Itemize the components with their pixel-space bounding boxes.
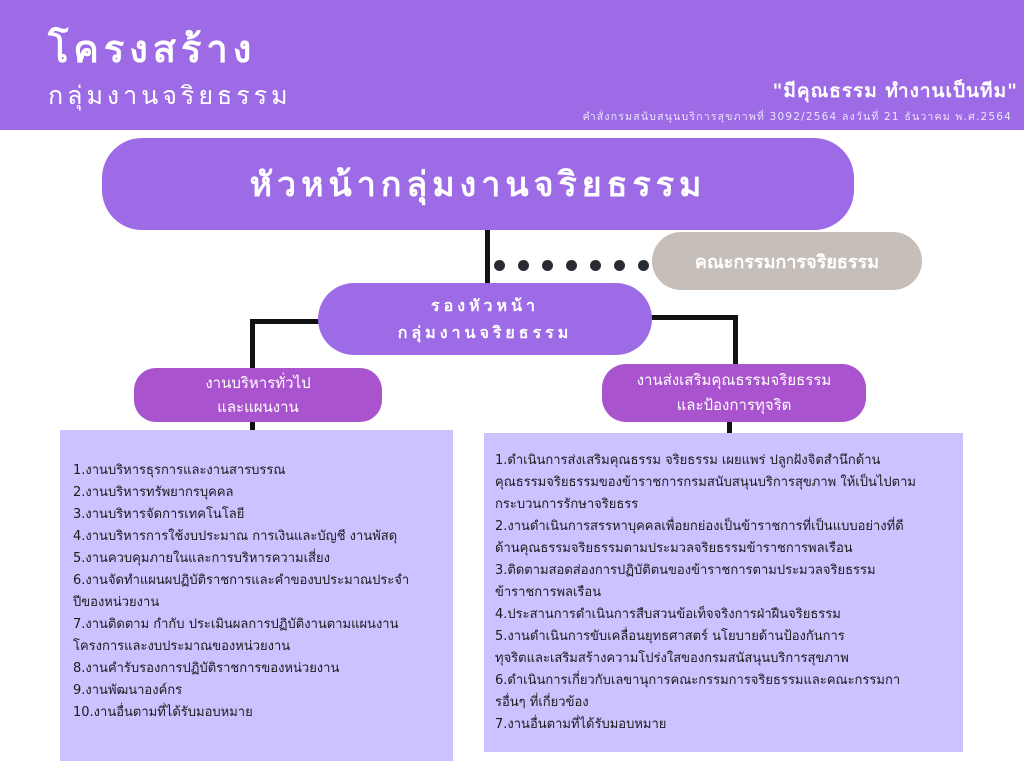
- connector-right-horizontal: [650, 315, 738, 320]
- ethics-promotion-line2: และป้องการทุจริต: [676, 396, 792, 414]
- order-reference: คำสั่งกรมสนับสนุนบริการสุขภาพที่ 3092/2564 ลงวันที่ 21 ธันวาคม พ.ศ.2564: [582, 111, 1012, 123]
- ethics-committee-box: [652, 232, 922, 290]
- task-item: 5.งานดำเนินการขับเคลื่อนยุทธศาสตร์ นโยบายด้านป้องกันการ: [495, 629, 845, 644]
- deputy-head-box: [318, 283, 652, 355]
- task-item: 1.ดำเนินการส่งเสริมคุณธรรม จริยธรรม เผยแพร่ ปลูกฝังจิตสำนึกด้าน: [495, 453, 881, 468]
- task-item: 10.งานอื่นตามที่ได้รับมอบหมาย: [73, 705, 253, 720]
- connector-left-horizontal: [250, 319, 320, 324]
- general-admin-task-list: [60, 430, 453, 761]
- dotted-link-dot: [566, 260, 577, 271]
- general-admin-line2: และแผนงาน: [217, 398, 299, 416]
- ethics-promotion-line1: งานส่งเสริมคุณธรรมจริยธรรม: [636, 371, 832, 389]
- head-of-group-label: หัวหน้ากลุ่มงานจริยธรรม: [249, 165, 707, 205]
- page-title: โครงสร้าง: [48, 27, 257, 71]
- task-item: 3.ติดตามสอดส่องการปฏิบัติตนของข้าราชการตามประมวลจริยธรรม: [495, 563, 876, 578]
- dotted-link-dot: [590, 260, 601, 271]
- dotted-link-dot: [494, 260, 505, 271]
- dotted-link-dot: [638, 260, 649, 271]
- general-admin-box: [134, 368, 382, 422]
- connector-right-vertical: [733, 315, 738, 367]
- task-item: 9.งานพัฒนาองค์กร: [73, 683, 183, 698]
- task-item: รอื่นๆ ที่เกี่ยวข้อง: [495, 695, 589, 710]
- task-item: ปีของหน่วยงาน: [73, 595, 160, 610]
- task-item: กระบวนการรักษาจริยธรร: [495, 497, 639, 512]
- header-banner: [0, 0, 1024, 130]
- connector-left-vertical: [250, 319, 255, 371]
- task-item: ข้าราชการพลเรือน: [495, 585, 602, 600]
- ethics-committee-label: คณะกรรมการจริยธรรม: [694, 251, 880, 273]
- deputy-head-line1: รองหัวหน้า: [430, 296, 539, 315]
- task-item: 7.งานอื่นตามที่ได้รับมอบหมาย: [495, 717, 667, 732]
- connector-head-to-deputy: [485, 228, 490, 285]
- task-item: ด้านคุณธรรมจริยธรรมตามประมวลจริยธรรมข้าราชการพลเรือน: [495, 541, 853, 556]
- task-item: 5.งานควบคุมภายในและการบริหารความเสี่ยง: [73, 551, 330, 566]
- motto: "มีคุณธรรม ทำงานเป็นทีม": [772, 80, 1018, 102]
- task-item: โครงการและงบประมาณของหน่วยงาน: [73, 639, 291, 654]
- task-item: 6.งานจัดทำแผนผปฏิบัติราชการและคำของบประมาณประจำ: [73, 573, 410, 588]
- task-item: 6.ดำเนินการเกี่ยวกับเลขานุการคณะกรรมการจริยธรรมและคณะกรรมกา: [495, 673, 901, 688]
- deputy-head-line2: กลุ่มงานจริยธรรม: [397, 323, 573, 342]
- task-item: 3.งานบริหารจัดการเทคโนโลยี: [73, 507, 245, 522]
- dotted-link-dot: [518, 260, 529, 271]
- task-item: 4.งานบริหารการใช้งบประมาณ การเงินและบัญชี งานพัสดุ: [73, 529, 398, 544]
- dotted-link-dot: [614, 260, 625, 271]
- dotted-link-dot: [542, 260, 553, 271]
- page-subtitle: กลุ่มงานจริยธรรม: [48, 81, 292, 110]
- ethics-promotion-task-list: [484, 433, 963, 752]
- task-item: 2.งานบริหารทรัพยากรบุคคล: [73, 485, 234, 500]
- general-admin-line1: งานบริหารทั่วไป: [205, 374, 311, 392]
- task-item: คุณธรรมจริยธรรมของข้าราชการกรมสนับสนุนบริการสุขภาพ ให้เป็นไปตาม: [495, 475, 916, 490]
- task-item: ทุจริตและเสริมสร้างความโปร่งใสของกรมสนัสนุนบริการสุขภาพ: [495, 651, 849, 666]
- task-item: 4.ประสานการดำเนินการสืบสวนข้อเท็จจริงการฝ่าฝืนจริยธรรม: [495, 607, 841, 622]
- task-item: 1.งานบริหารธุรการและงานสารบรรณ: [73, 463, 286, 478]
- task-item: 2.งานดำเนินการสรรหาบุคคลเพื่อยกย่องเป็นข้าราชการที่เป็นแบบอย่างที่ดี: [495, 519, 904, 534]
- task-item: 7.งานติดตาม กำกับ ประเมินผลการปฏิบัติงานตามแผนงาน: [73, 617, 399, 632]
- ethics-promotion-box: [602, 364, 866, 422]
- head-of-group-box: [102, 138, 854, 230]
- task-item: 8.งานคำรับรองการปฏิบัติราชการของหน่วยงาน: [73, 661, 340, 676]
